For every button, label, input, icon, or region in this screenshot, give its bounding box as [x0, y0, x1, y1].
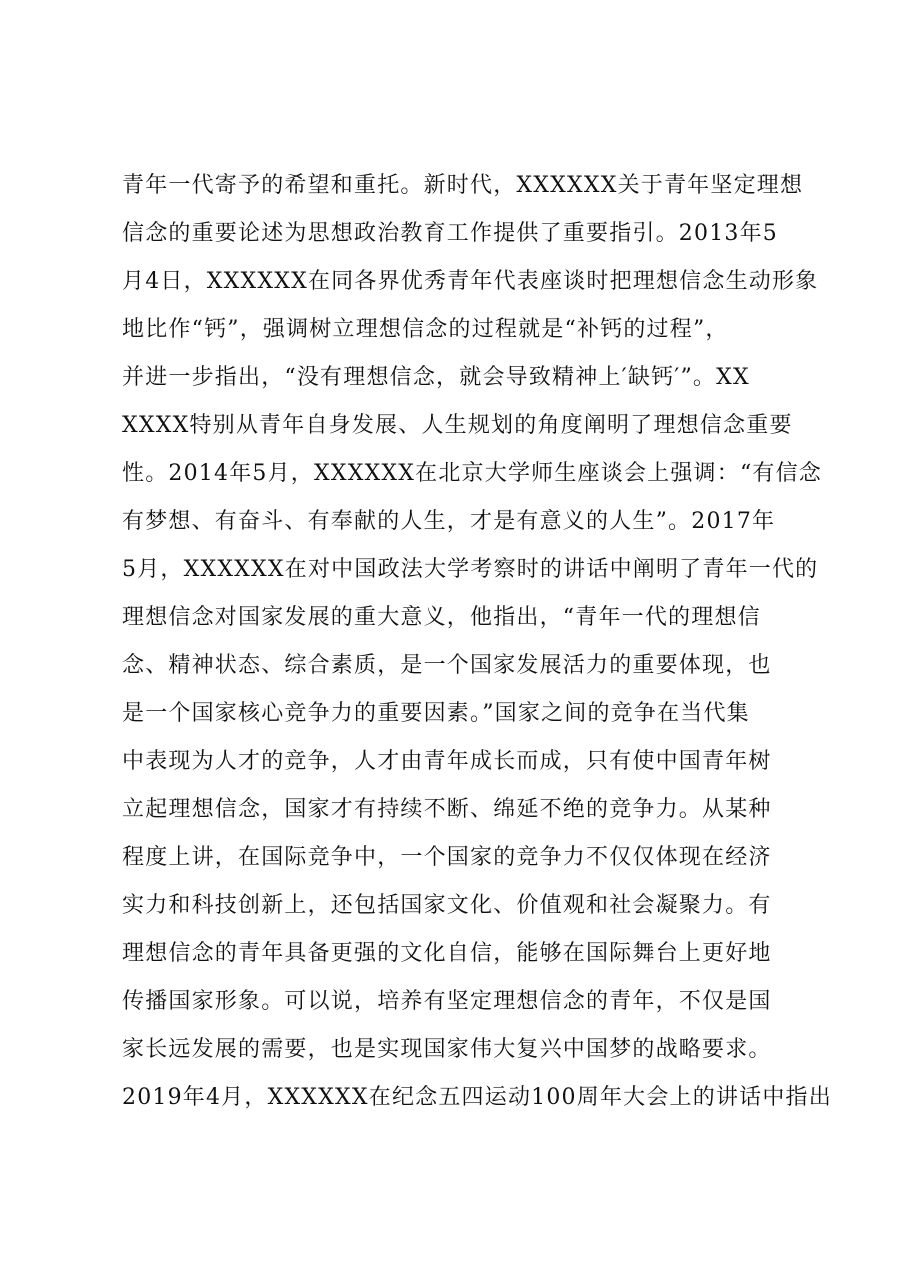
- text-line: 理想信念对国家发展的重大意义，他指出，“青年一代的理想信: [122, 605, 761, 630]
- text-line: 2019年4月，XXXXXX在纪念五四运动100周年大会上的讲话中指出: [122, 1085, 832, 1110]
- text-line: 并进一步指出，“没有理想信念，就会导致精神上′缺钙′”。XX: [122, 365, 750, 390]
- text-line: 月4日，XXXXXX在同各界优秀青年代表座谈时把理想信念生动形象: [122, 269, 819, 294]
- text-line: 立起理想信念，国家才有持续不断、绵延不绝的竞争力。从某种: [122, 797, 772, 822]
- text-line: 念、精神状态、综合素质，是一个国家发展活力的重要体现，也: [122, 653, 772, 678]
- text-line: 性。2014年5月，XXXXXX在北京大学师生座谈会上强调：“有信念: [122, 461, 823, 486]
- text-line: 地比作“钙”，强调树立理想信念的过程就是“补钙的过程”，: [122, 317, 729, 342]
- text-line: XXXX特别从青年自身发展、人生规划的角度阐明了理想信念重要: [122, 413, 793, 438]
- text-line: 是一个国家核心竞争力的重要因素。”国家之间的竞争在当代集: [122, 701, 750, 726]
- text-line: 有梦想、有奋斗、有奉献的人生，才是有意义的人生”。2017年: [122, 509, 776, 534]
- text-line: 理想信念的青年具备更强的文化自信，能够在国际舞台上更好地: [122, 941, 772, 966]
- text-line: 程度上讲，在国际竞争中，一个国家的竞争力不仅仅体现在经济: [122, 845, 772, 870]
- body-paragraph: [122, 162, 832, 1122]
- text-line: 家长远发展的需要，也是实现国家伟大复兴中国梦的战略要求。: [122, 1037, 772, 1062]
- text-line: 信念的重要论述为思想政治教育工作提供了重要指引。2013年5: [122, 221, 778, 246]
- text-line: 中表现为人才的竞争，人才由青年成长而成，只有使中国青年树: [122, 749, 772, 774]
- text-line: 传播国家形象。可以说，培养有坚定理想信念的青年，不仅是国: [122, 989, 772, 1014]
- text-line: 5月，XXXXXX在对中国政法大学考察时的讲话中阐明了青年一代的: [122, 557, 819, 582]
- text-line: 实力和科技创新上，还包括国家文化、价值观和社会凝聚力。有: [122, 893, 772, 918]
- text-line: 青年一代寄予的希望和重托。新时代，XXXXXX关于青年坚定理想: [122, 173, 804, 198]
